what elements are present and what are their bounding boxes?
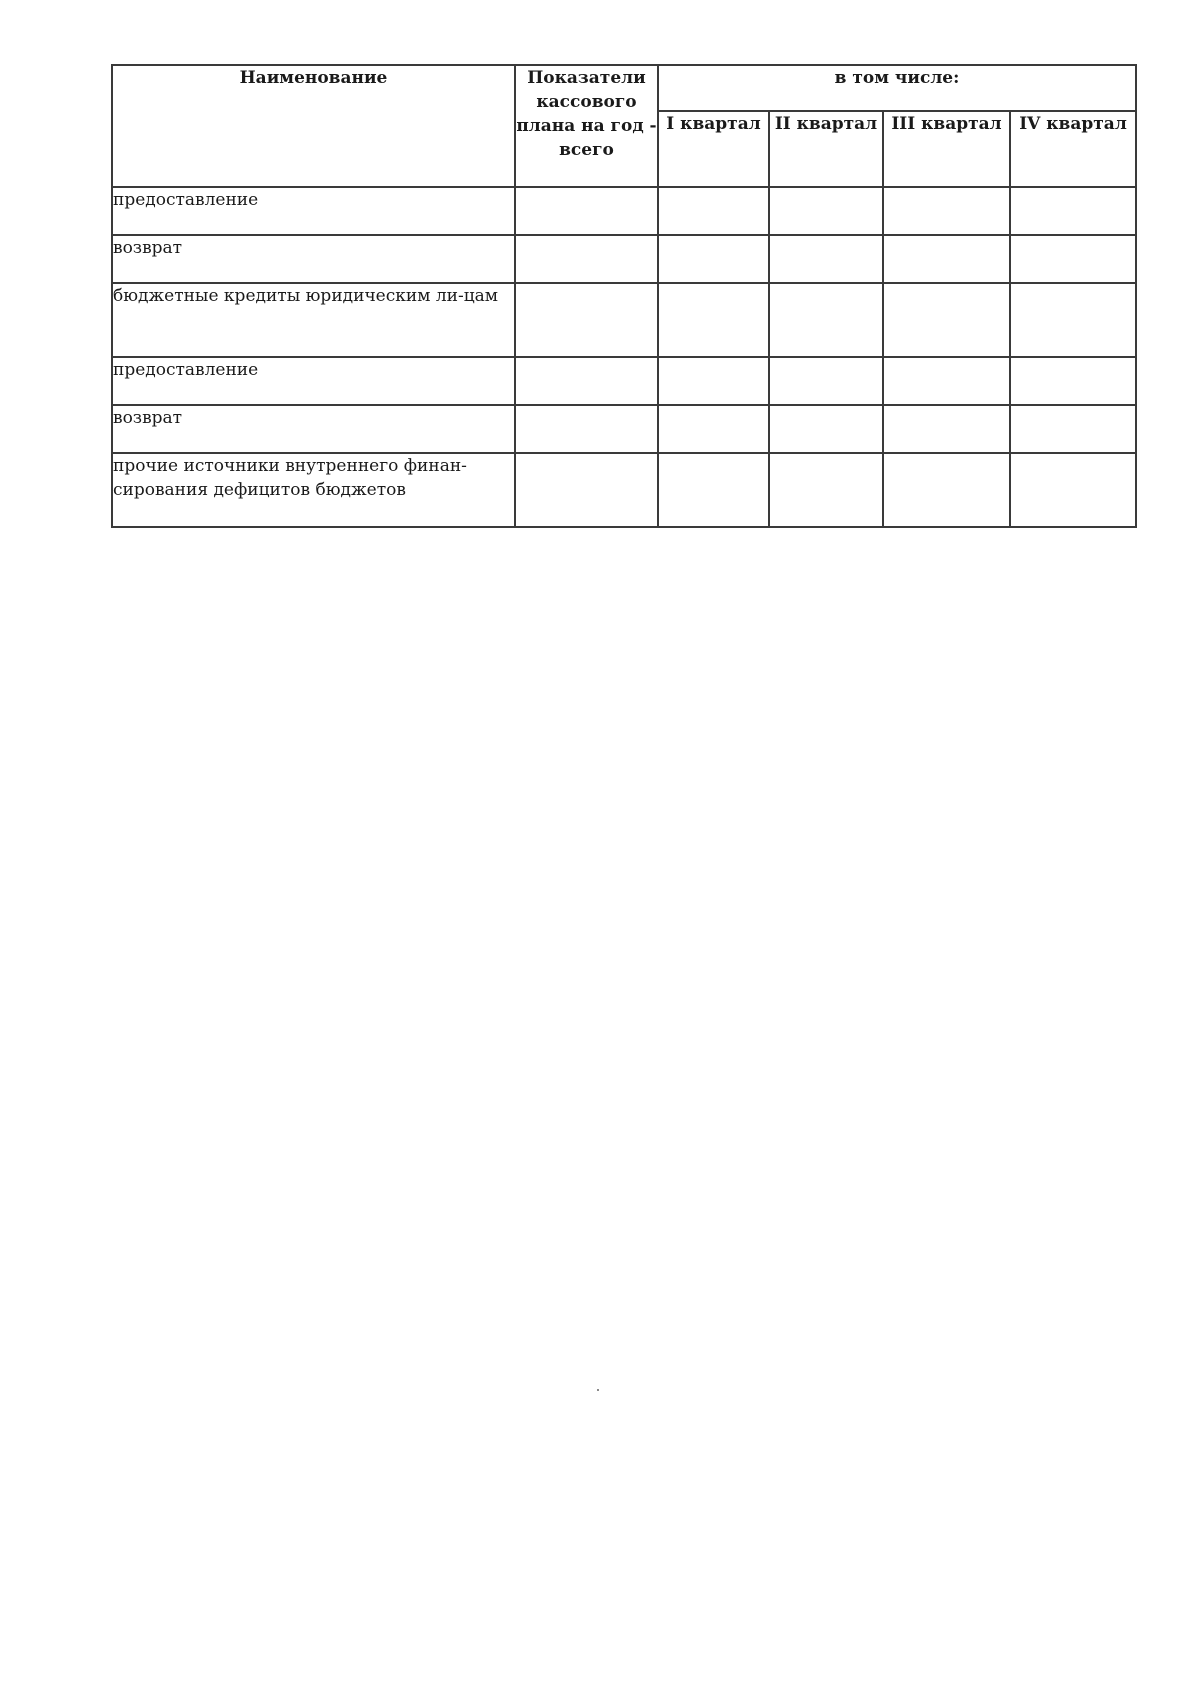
- cell-total: [515, 187, 658, 235]
- cash-plan-table: [111, 64, 1137, 528]
- cell-q4: [1010, 235, 1136, 283]
- header-including: в том числе:: [658, 65, 1136, 111]
- cell-q1: [658, 187, 769, 235]
- header-quarter-1: I квартал: [658, 111, 769, 187]
- row-label: возврат: [112, 235, 515, 283]
- cell-total: [515, 453, 658, 527]
- cell-q3: [883, 283, 1010, 357]
- cell-q1: [658, 405, 769, 453]
- table-row: [112, 357, 1136, 405]
- row-label: бюджетные кредиты юридическим ли-цам: [112, 283, 515, 357]
- cell-q1: [658, 453, 769, 527]
- cell-q4: [1010, 283, 1136, 357]
- header-quarter-3: III квартал: [883, 111, 1010, 187]
- scan-speck: [597, 1389, 599, 1391]
- cell-q3: [883, 235, 1010, 283]
- row-label: прочие источники внутреннего финан-сирования дефицитов бюджетов: [112, 453, 515, 527]
- cell-q2: [769, 235, 883, 283]
- cell-q3: [883, 357, 1010, 405]
- table-row: [112, 453, 1136, 527]
- cell-q2: [769, 283, 883, 357]
- cell-q2: [769, 357, 883, 405]
- header-quarter-4: IV квартал: [1010, 111, 1136, 187]
- cell-q2: [769, 453, 883, 527]
- cell-total: [515, 405, 658, 453]
- row-label: предоставление: [112, 187, 515, 235]
- cell-q4: [1010, 357, 1136, 405]
- cell-q1: [658, 357, 769, 405]
- row-label: предоставление: [112, 357, 515, 405]
- cell-q1: [658, 235, 769, 283]
- header-quarter-2: II квартал: [769, 111, 883, 187]
- table-row: [112, 187, 1136, 235]
- table-row: [112, 235, 1136, 283]
- table-row: [112, 283, 1136, 357]
- table-row: [112, 405, 1136, 453]
- cell-q3: [883, 405, 1010, 453]
- header-total: Показатели кассового плана на год - всего: [515, 65, 658, 187]
- cell-q1: [658, 283, 769, 357]
- cell-total: [515, 357, 658, 405]
- cell-q4: [1010, 187, 1136, 235]
- row-label: возврат: [112, 405, 515, 453]
- cell-total: [515, 235, 658, 283]
- header-row-top: [112, 65, 1136, 111]
- cell-q4: [1010, 453, 1136, 527]
- cell-q3: [883, 453, 1010, 527]
- header-name: Наименование: [112, 65, 515, 187]
- cell-q2: [769, 187, 883, 235]
- cell-q4: [1010, 405, 1136, 453]
- cell-q3: [883, 187, 1010, 235]
- cell-total: [515, 283, 658, 357]
- cell-q2: [769, 405, 883, 453]
